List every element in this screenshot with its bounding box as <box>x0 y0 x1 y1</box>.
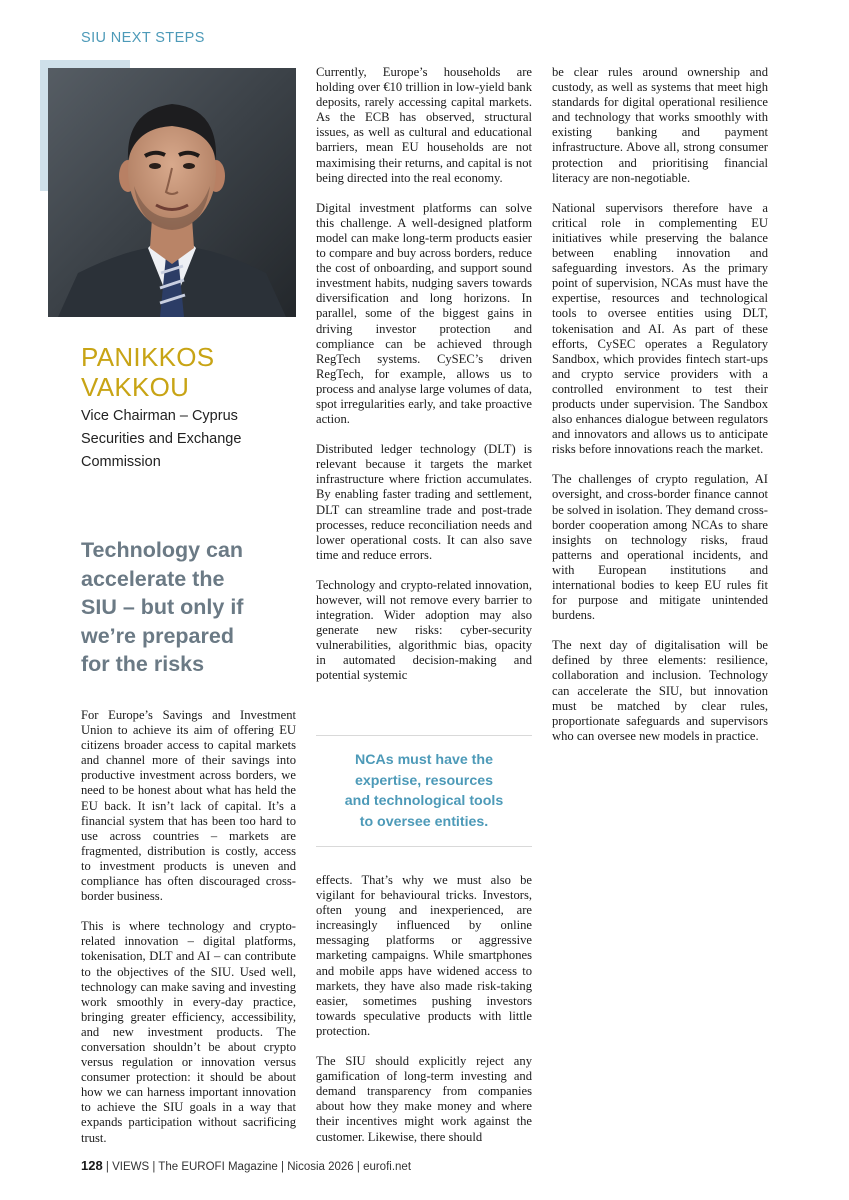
author-name-line: PANIKKOS <box>81 342 215 372</box>
body-paragraph: Digital investment platforms can solve this challenge. A well-designed platform model can make long-term products easier to compare and buy across borders, reduce the cost of onboarding, and support sound investment habits, nudging savers towards diversification and long horizons. In parallel, some of the biggest gains in driving investor protection and compliance can be achieved through RegTech systems. CySEC’s driven RegTech, for example, allows us to process and analyse large volumes of data, spot irregularities early, and take proactive action. <box>316 200 532 427</box>
author-role-line: Securities and Exchange <box>81 431 242 447</box>
author-name-line: VAKKOU <box>81 372 190 402</box>
author-role-line: Vice Chairman – Cyprus <box>81 408 238 424</box>
body-column-3 <box>552 65 768 744</box>
pull-quote-line: to oversee entities. <box>359 813 489 830</box>
pull-quote <box>316 735 532 847</box>
author-portrait <box>48 68 296 317</box>
page-number: 128 <box>81 1158 103 1173</box>
body-paragraph: For Europe’s Savings and Investment Union to achieve its aim of offering EU citizens broader access to capital markets and channel more of their savings into productive investment across borders, we need to be honest about what has held the EU back. It isn’t lack of capital. It’s a financial system that has been too hard to use across countries – markets are fragmented, distribution is costly, access to investment products is uneven and compliance has often discouraged cross-border business. <box>81 708 296 904</box>
author-name <box>81 342 296 402</box>
page-footer <box>81 1158 411 1173</box>
body-column-2-bottom <box>316 873 532 1145</box>
headline-line: we’re prepared <box>81 623 234 648</box>
section-label: SIU NEXT STEPS <box>81 30 205 46</box>
body-paragraph: be clear rules around ownership and custody, as well as systems that meet high standards for digital operational resilience and technology that works smoothly with existing banking and payment infrastructure. Above all, strong consumer protection and prioritising financial literacy are non-negotiable. <box>552 65 768 185</box>
body-paragraph: The challenges of crypto regulation, AI oversight, and cross-border finance cannot be solved in isolation. They demand cross-border cooperation among NCAs to share insights on technology risks, fraud patterns and operational incidents, and with European institutions and international bodies to keep EU rules fit for purpose and mitigate unintended burdens. <box>552 472 768 623</box>
body-column-1 <box>81 708 296 1146</box>
headline-line: SIU – but only if <box>81 595 244 619</box>
body-paragraph: The SIU should explicitly reject any gamification of long-term investing and demand transparency from companies about how they make money and where their incentives might work against the customer. Likewise, there should <box>316 1054 532 1144</box>
body-paragraph: effects. That’s why we must also be vigilant for behavioural tricks. Investors, often young and inexperienced, are increasingly influenced by online messaging platforms or aggressive marketing campaigns. While smartphones and mobile apps have widened access to markets, they have also made risk-taking easier, sometimes pushing investors towards speculative products with little protection. <box>316 873 532 1038</box>
body-paragraph: Distributed ledger technology (DLT) is relevant because it targets the market infrastructure where friction accumulates. By enabling faster trading and settlement, DLT can streamline trade and post-trade processes, reduce reconciliation needs and lower operational costs. It can also save time and reduce errors. <box>316 442 532 562</box>
body-paragraph: National supervisors therefore have a critical role in complementing EU initiatives while preserving the balance between enabling innovation and safeguarding investors. As the primary point of supervision, NCAs must have the expertise, resources and technological tools to oversee entities using DLT, tokenisation and AI. As part of these efforts, CySEC operates a Regulatory Sandbox, which provides fintech start-ups and crypto service providers with a controlled environment to test their products under supervision. The Sandbox also enhances dialogue between regulators and innovators and allows us to anticipate risks before innovations reach the market. <box>552 200 768 457</box>
pull-quote-line: expertise, resources <box>354 772 493 789</box>
author-role-line: Commission <box>81 454 161 470</box>
article-headline <box>81 536 296 679</box>
body-paragraph: This is where technology and crypto-related innovation – digital platforms, tokenisation, DLT and AI – can contribute to the objectives of the SIU. Used well, technology can make saving and investing work smoothly in every-day practice, bringing greater efficiency, accessibility, and new investment products. The conversation shouldn’t be about crypto versus regulation or innovation versus consumer protection: it should be about how we can harness important innovation to achieve the SIU goals in a way that expands participation without sacrificing trust. <box>81 919 296 1145</box>
headline-line: accelerate the <box>81 566 225 591</box>
body-paragraph: Currently, Europe’s households are holding over €10 trillion in low-yield bank deposits, rarely accessing capital markets. As the ECB has observed, structural issues, as well as cultural and educational barriers, mean EU households are not maximising their returns, and capital is not being directed into the real economy. <box>316 65 532 185</box>
body-column-2-top <box>316 65 532 684</box>
pull-quote-line: NCAs must have the <box>355 752 493 768</box>
headline-line: for the risks <box>81 652 205 676</box>
author-role <box>81 405 296 474</box>
body-paragraph: Technology and crypto-related innovation, however, will not remove every barrier to integration. Wider adoption may also generate new risks: cyber-security vulnerabilities, algorithmic bias, opacity in automated decision-making and potential systemic <box>316 577 532 683</box>
pull-quote-line: and technological tools <box>344 793 504 809</box>
footer-text: | VIEWS | The EUROFI Magazine | Nicosia 2026 | eurofi.net <box>102 1161 412 1173</box>
headline-line: Technology can <box>81 538 244 562</box>
body-paragraph: The next day of digitalisation will be defined by three elements: resilience, collaboration and inclusion. Technology can accelerate the SIU, but innovation must be matched by clear rules, proportionate safeguards and supervisors who can oversee new models in practice. <box>552 638 768 743</box>
